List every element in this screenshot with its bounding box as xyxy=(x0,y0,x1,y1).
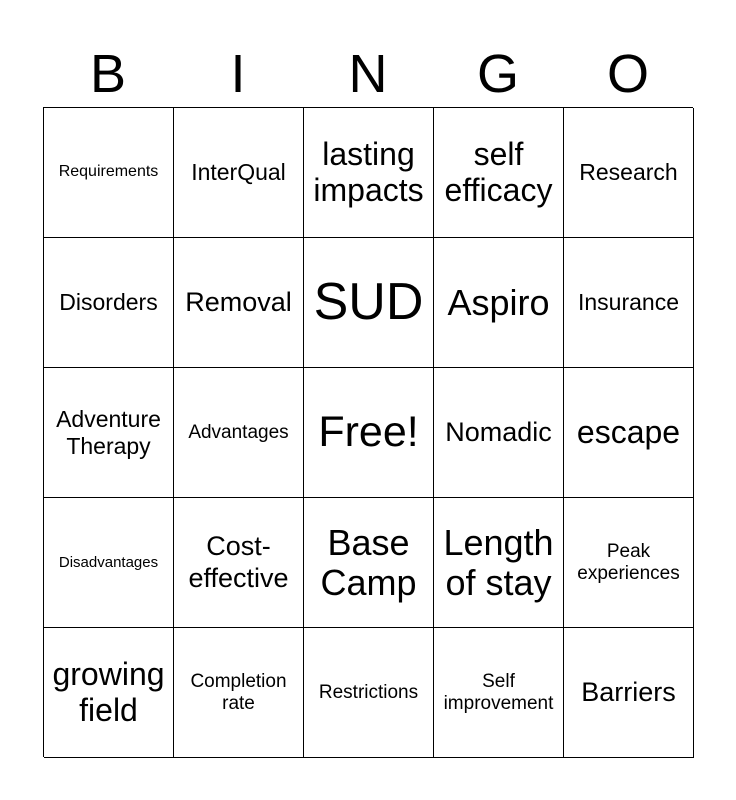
cell-label: Completion rate xyxy=(190,670,287,714)
bingo-cell[interactable] xyxy=(304,108,434,238)
cell-label: escape xyxy=(576,414,681,451)
bingo-cell[interactable] xyxy=(434,628,564,758)
cell-label: InterQual xyxy=(191,159,286,186)
cell-label: SUD xyxy=(313,272,424,331)
cell-label: Peak experiences xyxy=(577,540,680,584)
bingo-cell[interactable] xyxy=(564,238,694,368)
bingo-cell[interactable] xyxy=(304,238,434,368)
cell-label: Restrictions xyxy=(318,681,419,703)
header-letter-b: B xyxy=(89,44,127,104)
bingo-cell[interactable] xyxy=(564,628,694,758)
bingo-cell[interactable] xyxy=(44,108,174,238)
cell-label: Disadvantages xyxy=(58,553,159,571)
cell-label: Adventure Therapy xyxy=(56,406,161,459)
bingo-cell free-space[interactable] xyxy=(304,368,434,498)
cell-label: lasting impacts xyxy=(313,136,424,208)
bingo-cell[interactable] xyxy=(434,498,564,628)
bingo-cell[interactable] xyxy=(304,498,434,628)
cell-label: Self improvement xyxy=(443,670,554,714)
cell-label: growing field xyxy=(52,656,165,728)
cell-label: Requirements xyxy=(58,163,159,181)
bingo-cell[interactable] xyxy=(564,368,694,498)
bingo-cell[interactable] xyxy=(44,498,174,628)
cell-label: Insurance xyxy=(577,289,679,316)
bingo-cell[interactable] xyxy=(174,238,304,368)
cell-label: Length of stay xyxy=(443,521,554,603)
bingo-board xyxy=(43,107,693,757)
bingo-cell[interactable] xyxy=(44,238,174,368)
bingo-cell[interactable] xyxy=(44,628,174,758)
bingo-cell[interactable] xyxy=(304,628,434,758)
cell-label: Aspiro xyxy=(447,281,550,323)
bingo-cell[interactable] xyxy=(44,368,174,498)
cell-label: Free! xyxy=(318,407,419,456)
header-letter-i: I xyxy=(230,44,246,104)
header-letter-o: O xyxy=(606,44,649,104)
bingo-cell[interactable] xyxy=(174,628,304,758)
cell-label: Disorders xyxy=(59,289,158,316)
cell-label: Removal xyxy=(185,286,292,317)
bingo-cell[interactable] xyxy=(434,368,564,498)
cell-label: Advantages xyxy=(188,421,289,443)
cell-label: Base Camp xyxy=(320,521,417,603)
bingo-cell[interactable] xyxy=(564,498,694,628)
bingo-cell[interactable] xyxy=(174,498,304,628)
bingo-cell[interactable] xyxy=(434,108,564,238)
cell-label: Nomadic xyxy=(445,416,552,447)
header-letter-n: N xyxy=(348,44,388,104)
bingo-cell[interactable] xyxy=(174,108,304,238)
cell-label: Research xyxy=(579,159,678,186)
bingo-cell[interactable] xyxy=(564,108,694,238)
cell-label: Cost-effective xyxy=(188,531,289,593)
bingo-cell[interactable] xyxy=(174,368,304,498)
bingo-cell[interactable] xyxy=(434,238,564,368)
header-letter-g: G xyxy=(476,44,519,104)
cell-label: self efficacy xyxy=(444,136,553,208)
cell-label: Barriers xyxy=(581,676,676,707)
bingo-header xyxy=(43,42,693,106)
